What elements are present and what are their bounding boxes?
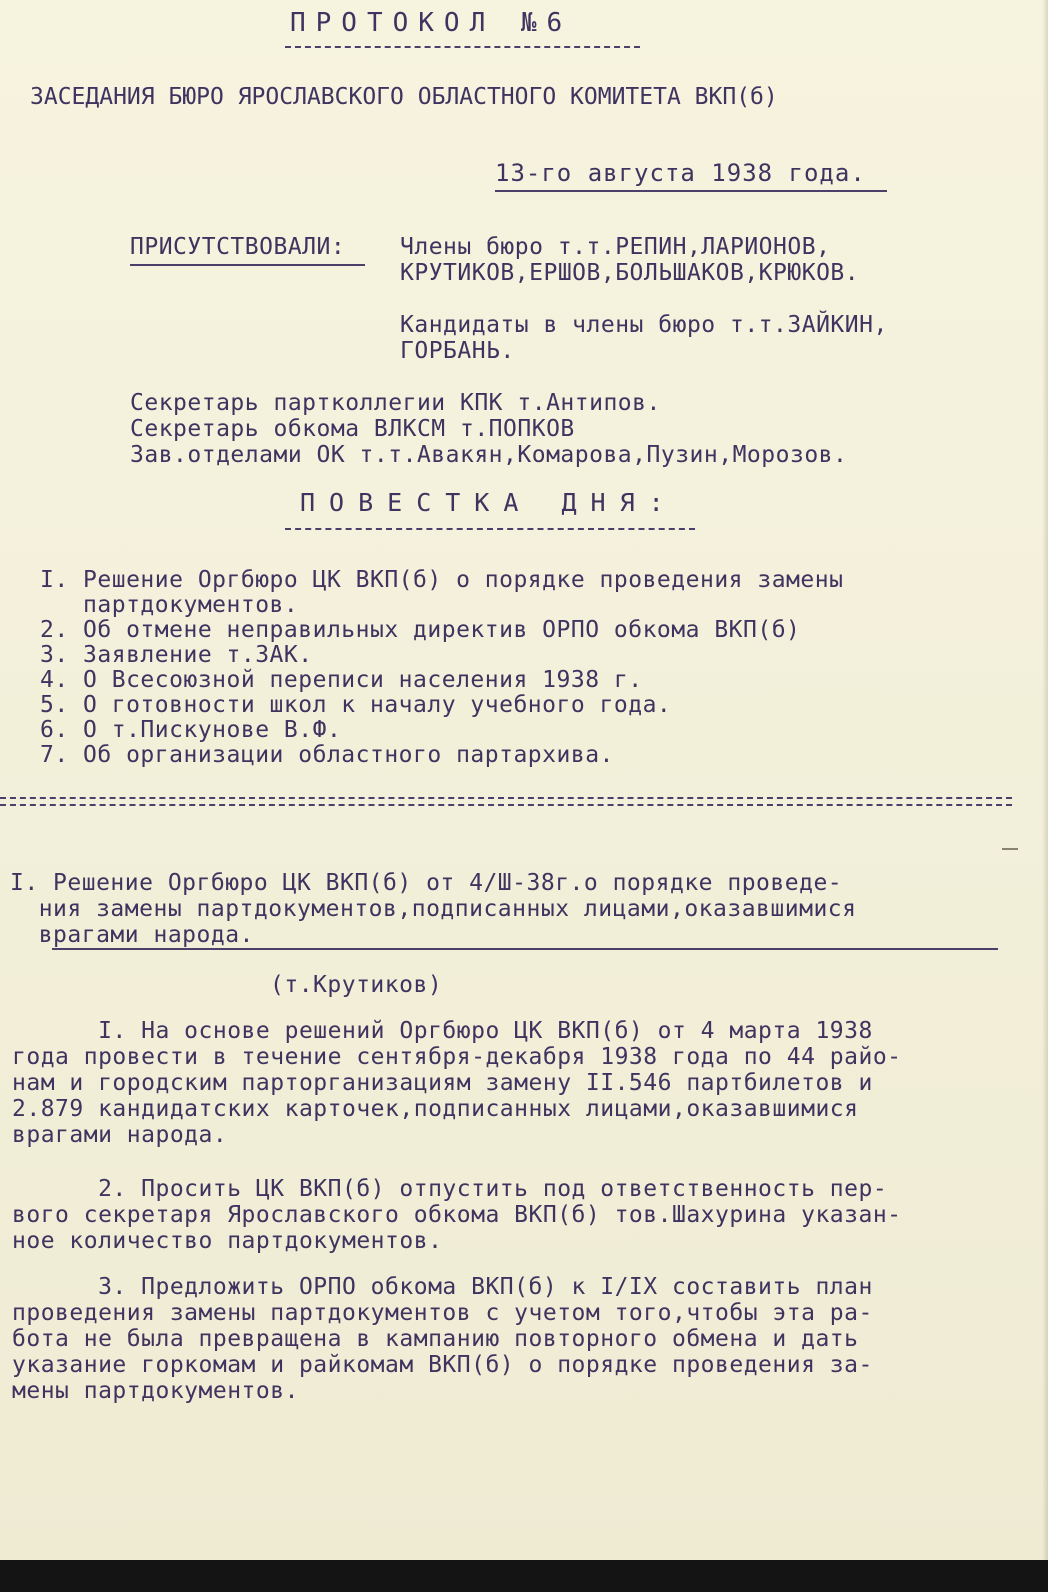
attendance-candidates: Кандидаты в члены бюро т.т.ЗАЙКИН, ГОРБАНЬ. xyxy=(400,312,888,364)
protocol-subtitle: ЗАСЕДАНИЯ БЮРО ЯРОСЛАВСКОГО ОБЛАСТНОГО КОМИТЕТА ВКП(б) xyxy=(30,84,778,110)
agenda-underline xyxy=(285,528,695,530)
agenda-list: I. Решение Оргбюро ЦК ВКП(б) о порядке проведения замены партдокументов. 2. Об отмене неправильных директив ОРПО обкома ВКП(б) 3. Заявление т.ЗАК. 4. О Всесоюзной переписи населения 1938 г. 5. О готовности школ к началу учебного года. 6. О т.Пискунове В.Ф. 7. Об организации областного партархива. xyxy=(40,567,844,768)
attendance-members: Члены бюро т.т.РЕПИН,ЛАРИОНОВ, КРУТИКОВ,ЕРШОВ,БОЛЬШАКОВ,КРЮКОВ. xyxy=(400,234,860,286)
scan-bottom-border xyxy=(0,1560,1048,1592)
section1-heading-underline xyxy=(52,948,998,950)
section1-heading: I. Решение Оргбюро ЦК ВКП(б) от 4/Ш-38г.о порядке проведе- ния замены партдокументов,подписанных лицами,оказавшимися врагами народа. xyxy=(10,870,857,948)
section1-paragraph-1: I. На основе решений Оргбюро ЦК ВКП(б) от 4 марта 1938 года провести в течение сентября-декабря 1938 года по 44 райо- нам и городским парторганизациям замену II.546 партбилетов и 2.879 кандидатских карточек,подписанных лицами,оказавшимися врагами народа. xyxy=(12,1018,902,1148)
protocol-title: ПРОТОКОЛ №6 xyxy=(290,8,573,38)
attendance-label: ПРИСУТСТВОВАЛИ: xyxy=(130,234,346,260)
page-edge-shadow xyxy=(1042,0,1048,1560)
date-underline xyxy=(495,190,887,192)
title-underline xyxy=(285,46,640,48)
section-divider xyxy=(0,797,1012,806)
section1-paragraph-2: 2. Просить ЦК ВКП(б) отпустить под ответственность пер- вого секретаря Ярославского обкома ВКП(б) тов.Шахурина указан- ное количество партдокументов. xyxy=(12,1176,902,1254)
meeting-date: 13-го августа 1938 года. xyxy=(495,159,866,187)
agenda-heading: ПОВЕСТКА ДНЯ: xyxy=(300,488,678,517)
attendance-underline xyxy=(130,264,365,266)
section1-speaker: (т.Крутиков) xyxy=(270,972,443,998)
attendance-others: Секретарь партколлегии КПК т.Антипов. Секретарь обкома ВЛКСМ т.ПОПКОВ Зав.отделами ОК т.т.Авакян,Комарова,Пузин,Морозов. xyxy=(130,390,848,468)
section1-paragraph-3: 3. Предложить ОРПО обкома ВКП(б) к I/IX составить план проведения замены партдокументов с учетом того,чтобы эта ра- бота не была превращена в кампанию повторного обмена и дать указание горкомам и райкомам ВКП(б) о порядке проведения за- мены партдокументов. xyxy=(12,1274,873,1404)
margin-mark xyxy=(1002,848,1018,850)
